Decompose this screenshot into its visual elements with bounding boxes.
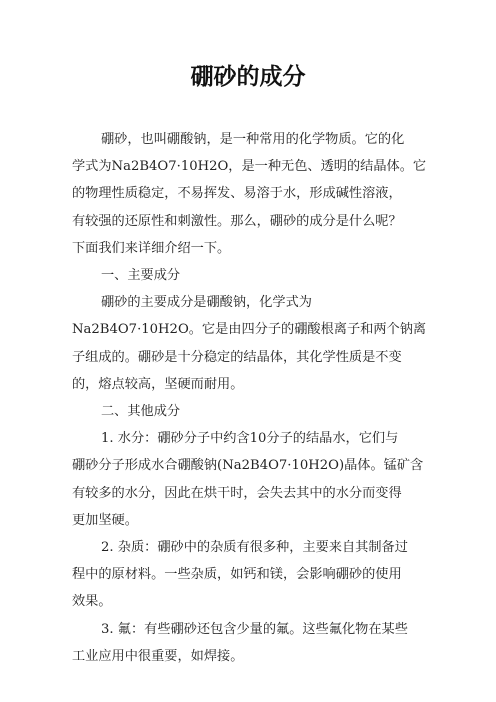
section-heading: 二、其他成分: [101, 404, 181, 420]
body-line: 学式为Na2B4O7·10H2O，是一种无色、透明的结晶体。它: [72, 159, 427, 175]
section-heading: 一、主要成分: [101, 268, 181, 284]
document-title: 硼砂的成分: [190, 64, 306, 90]
body-line: 有较多的水分，因此在烘干时，会失去其中的水分而变得: [72, 485, 402, 501]
body-line: 效果。: [72, 594, 112, 610]
body-line: 更加坚硬。: [72, 512, 138, 528]
body-line: 的物理性质稳定，不易挥发、易溶于水，形成碱性溶液，: [72, 186, 402, 202]
body-line: 子组成的。硼砂是十分稳定的结晶体，其化学性质是不变: [72, 349, 402, 365]
body-line: 程中的原材料。一些杂质，如钙和镁，会影响硼砂的使用: [72, 567, 402, 583]
body-line: 的，熔点较高，坚硬而耐用。: [72, 376, 244, 392]
body-line: 硼砂，也叫硼酸钠，是一种常用的化学物质。它的化: [101, 132, 405, 147]
list-item: 1. 水分：硼砂分子中约含10分子的结晶水，它们与: [101, 431, 399, 447]
body-line: 硼砂分子形成水合硼酸钠(Na2B4O7·10H2O)晶体。锰矿含: [72, 458, 424, 474]
body-line: 工业应用中很重要，如焊接。: [72, 648, 244, 664]
body-line: 硼砂的主要成分是硼酸钠，化学式为: [101, 295, 312, 311]
list-item: 2. 杂质：硼砂中的杂质有很多种，主要来自其制备过: [101, 540, 408, 556]
body-line: 下面我们来详细介绍一下。: [72, 240, 231, 256]
body-line: 有较强的还原性和刺激性。那么，硼砂的成分是什么呢？: [72, 213, 402, 229]
document-body: [72, 126, 427, 670]
list-item: 3. 氟：有些硼砂还包含少量的氟。这些氟化物在某些: [101, 621, 408, 637]
body-line: Na2B4O7·10H2O。它是由四分子的硼酸根离子和两个钠离: [72, 322, 427, 338]
